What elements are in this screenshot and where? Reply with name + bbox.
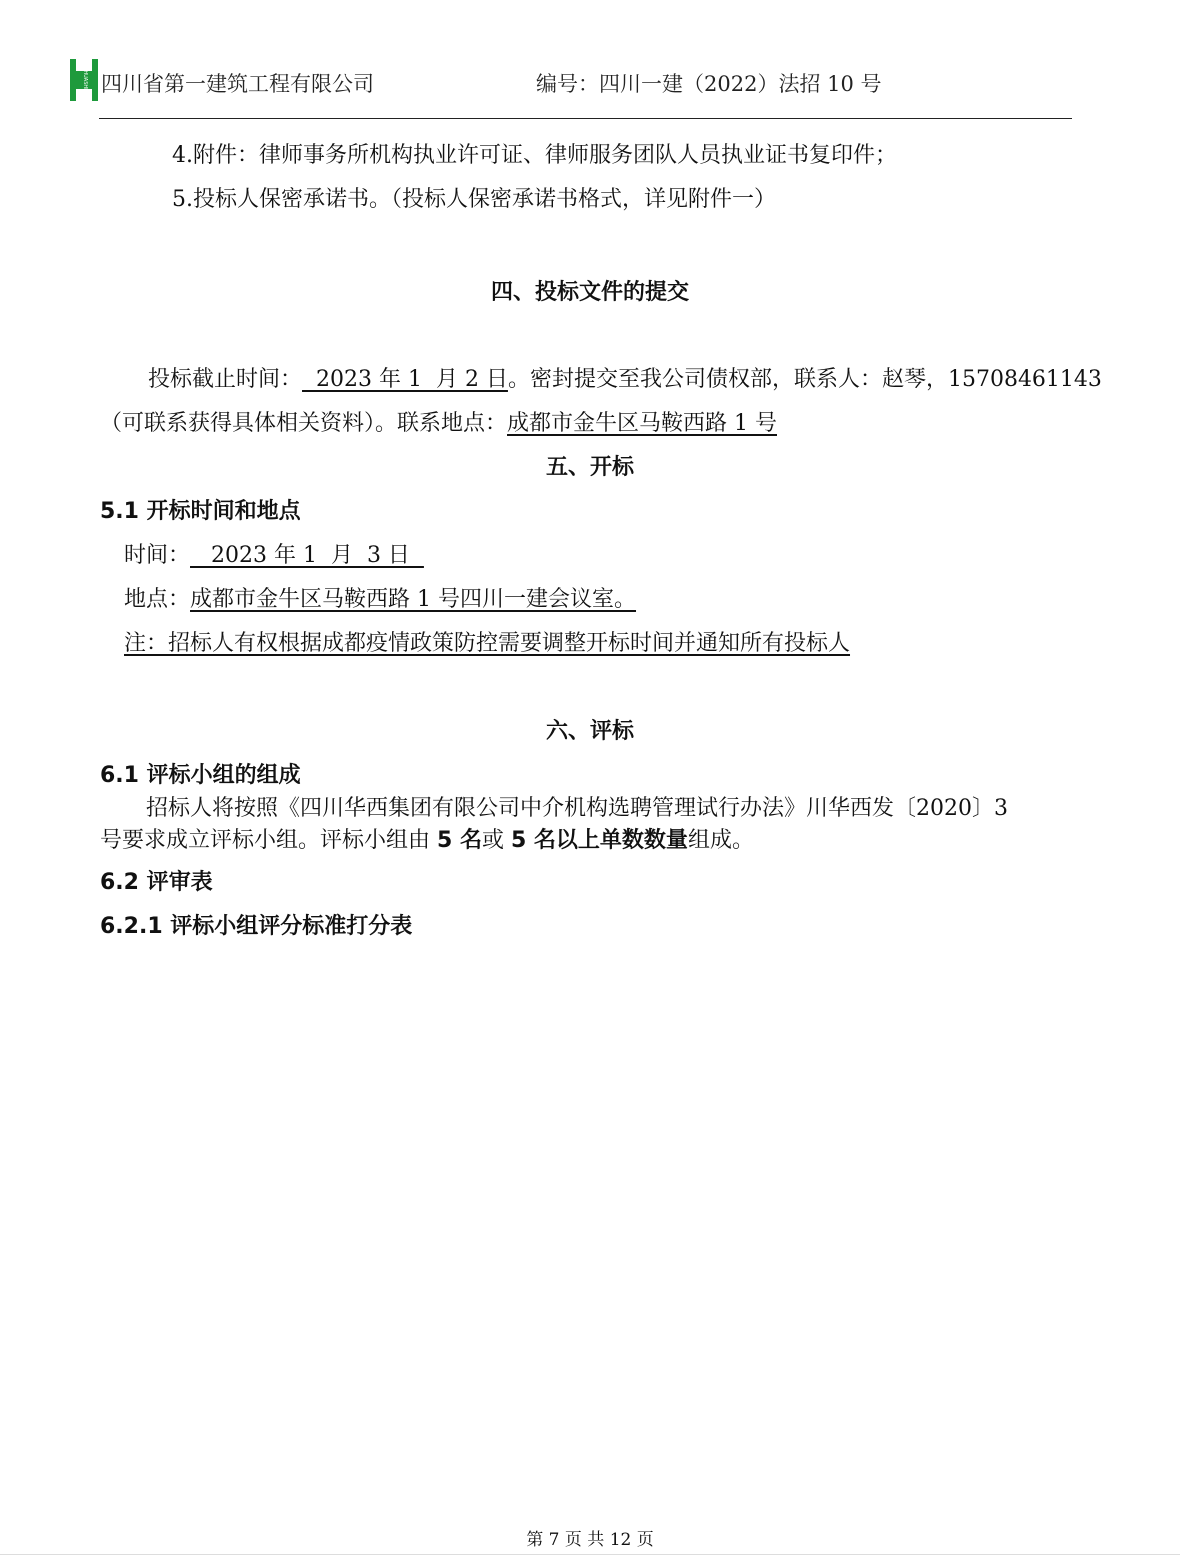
opening-time-value: 2023 年 1 月 3 日: [190, 543, 424, 568]
committee-paragraph-line1: 招标人将按照《四川华西集团有限公司中介机构选聘管理试行办法》川华西发〔2020〕3: [146, 796, 1008, 821]
para-bold-d: 5 名以上单数数量: [510, 828, 688, 853]
deadline-label: 投标截止时间：: [148, 367, 303, 392]
para-bold-b: 5 名: [437, 828, 482, 853]
opening-note: 注：招标人有权根据成都疫情政策防控需要调整开标时间并通知所有投标人: [124, 631, 851, 656]
subsection-6-1: 6.1 评标小组的组成: [100, 763, 301, 788]
subsection-6-2: 6.2 评审表: [100, 870, 213, 895]
deadline-line: [148, 365, 1102, 395]
contact-prefix: （可联系获得具体相关资料）。联系地点：: [100, 411, 508, 436]
section-6-title: 六、评标: [545, 719, 634, 744]
company-name: 四川省第一建筑工程有限公司: [101, 72, 374, 96]
opening-place-line: [124, 585, 636, 615]
attachment-item-4: 4.附件：律师事务所机构执业许可证、律师服务团队人员执业证书复印件；: [172, 143, 897, 168]
page-number: 第 7 页 共 12 页: [526, 1530, 654, 1550]
opening-place-value: 成都市金牛区马鞍西路 1 号四川一建会议室。: [190, 587, 637, 612]
committee-paragraph-line2: [100, 826, 754, 856]
contact-location: 成都市金牛区马鞍西路 1 号: [507, 411, 777, 436]
subsection-6-2-1: 6.2.1 评标小组评分标准打分表: [100, 914, 413, 939]
company-logo: [70, 59, 98, 101]
para-text-c: 或: [481, 828, 511, 853]
para-text-a: 号要求成立评标小组。评标小组由: [100, 828, 437, 853]
opening-place-label: 地点：: [124, 587, 191, 612]
attachment-item-5: 5.投标人保密承诺书。（投标人保密承诺书格式，详见附件一）: [172, 187, 776, 212]
section-4-title: 四、投标文件的提交: [490, 280, 689, 305]
subsection-5-1: 5.1 开标时间和地点: [100, 499, 301, 524]
header-divider: [99, 118, 1072, 119]
contact-location-line: [100, 409, 777, 439]
document-number: 编号：四川一建（2022）法招 10 号: [536, 72, 882, 96]
deadline-value: 2023 年 1 月 2 日: [302, 367, 508, 392]
opening-time-label: 时间：: [124, 543, 191, 568]
page-bottom-edge: [0, 1554, 1180, 1555]
para-text-e: 组成。: [687, 828, 754, 853]
section-5-title: 五、开标: [545, 455, 634, 480]
deadline-rest: 。密封提交至我公司债权部，联系人：赵琴，15708461143: [507, 367, 1102, 392]
opening-time-line: [124, 541, 424, 571]
svg-text:HUASHI: HUASHI: [82, 70, 88, 90]
